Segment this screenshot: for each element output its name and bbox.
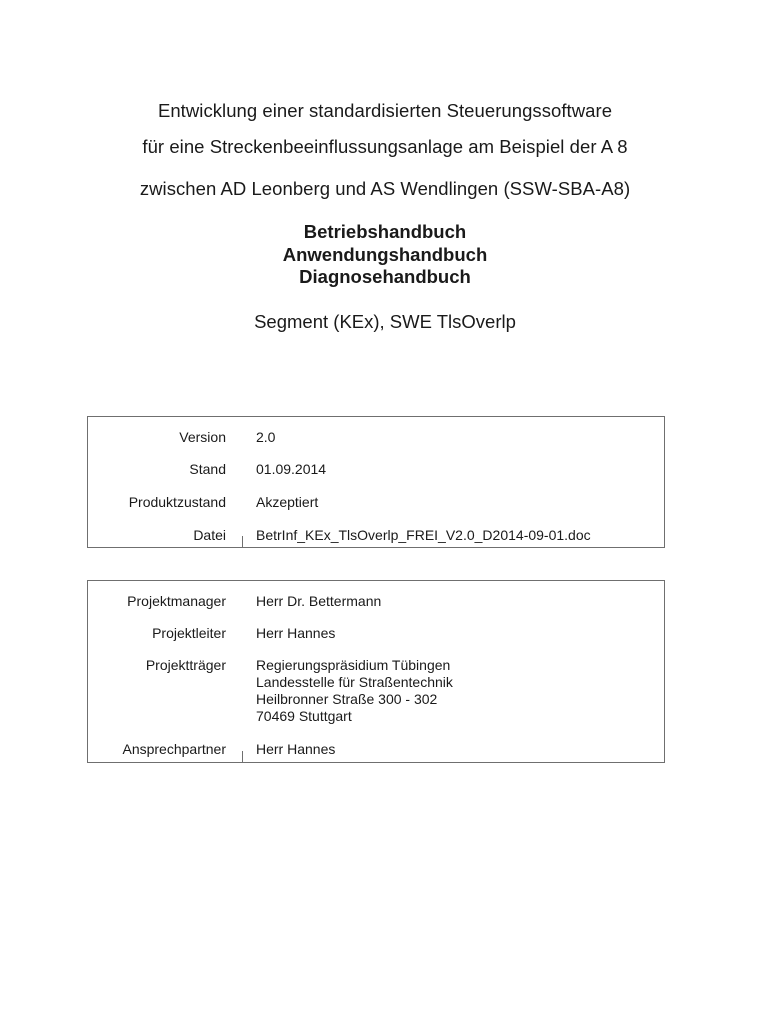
column-divider xyxy=(242,751,243,763)
projektleiter-label: Projektleiter xyxy=(152,625,226,641)
handbook-title-anwendung: Anwendungshandbuch xyxy=(282,243,488,265)
projekttraeger-address xyxy=(256,657,453,725)
datei-value: BetrInf_KEx_TlsOverlp_FREI_V2.0_D2014-09-01.doc xyxy=(256,527,591,543)
handbook-title-diagnose: Diagnosehandbuch xyxy=(299,266,471,287)
handbook-title-betrieb: Betriebshandbuch xyxy=(303,221,467,242)
projekttraeger-line-1: Regierungspräsidium Tübingen xyxy=(256,657,451,673)
title-line-2: für eine Streckenbeeinflussungsanlage am Beispiel der A 8 xyxy=(142,136,628,157)
segment-title: Segment (KEx), SWE TlsOverlp xyxy=(254,311,516,332)
produktzustand-label: Produktzustand xyxy=(128,494,226,510)
version-table xyxy=(87,416,665,548)
title-line-1: Entwicklung einer standardisierten Steuerungssoftware xyxy=(157,100,613,121)
projektleiter-value: Herr Hannes xyxy=(256,625,336,641)
stand-value: 01.09.2014 xyxy=(256,461,327,477)
handbook-titles xyxy=(0,221,770,289)
column-divider xyxy=(242,536,243,548)
title-line-3: zwischen AD Leonberg und AS Wendlingen (SSW-SBA-A8) xyxy=(139,178,631,199)
produktzustand-value: Akzeptiert xyxy=(256,494,319,510)
projekttraeger-line-2: Landesstelle für Straßentechnik xyxy=(256,674,453,690)
projekttraeger-line-3: Heilbronner Straße 300 - 302 xyxy=(256,691,438,707)
datei-label: Datei xyxy=(193,527,226,543)
projektmanager-label: Projektmanager xyxy=(127,593,226,609)
ansprechpartner-value: Herr Hannes xyxy=(256,741,336,757)
projekttraeger-label: Projektträger xyxy=(145,657,226,673)
projekttraeger-line-4: 70469 Stuttgart xyxy=(256,708,352,724)
ansprechpartner-label: Ansprechpartner xyxy=(122,741,226,757)
version-value: 2.0 xyxy=(256,429,276,445)
projektmanager-value: Herr Dr. Bettermann xyxy=(256,593,382,609)
version-label: Version xyxy=(179,429,226,445)
stand-label: Stand xyxy=(189,461,226,477)
project-table xyxy=(87,580,665,763)
